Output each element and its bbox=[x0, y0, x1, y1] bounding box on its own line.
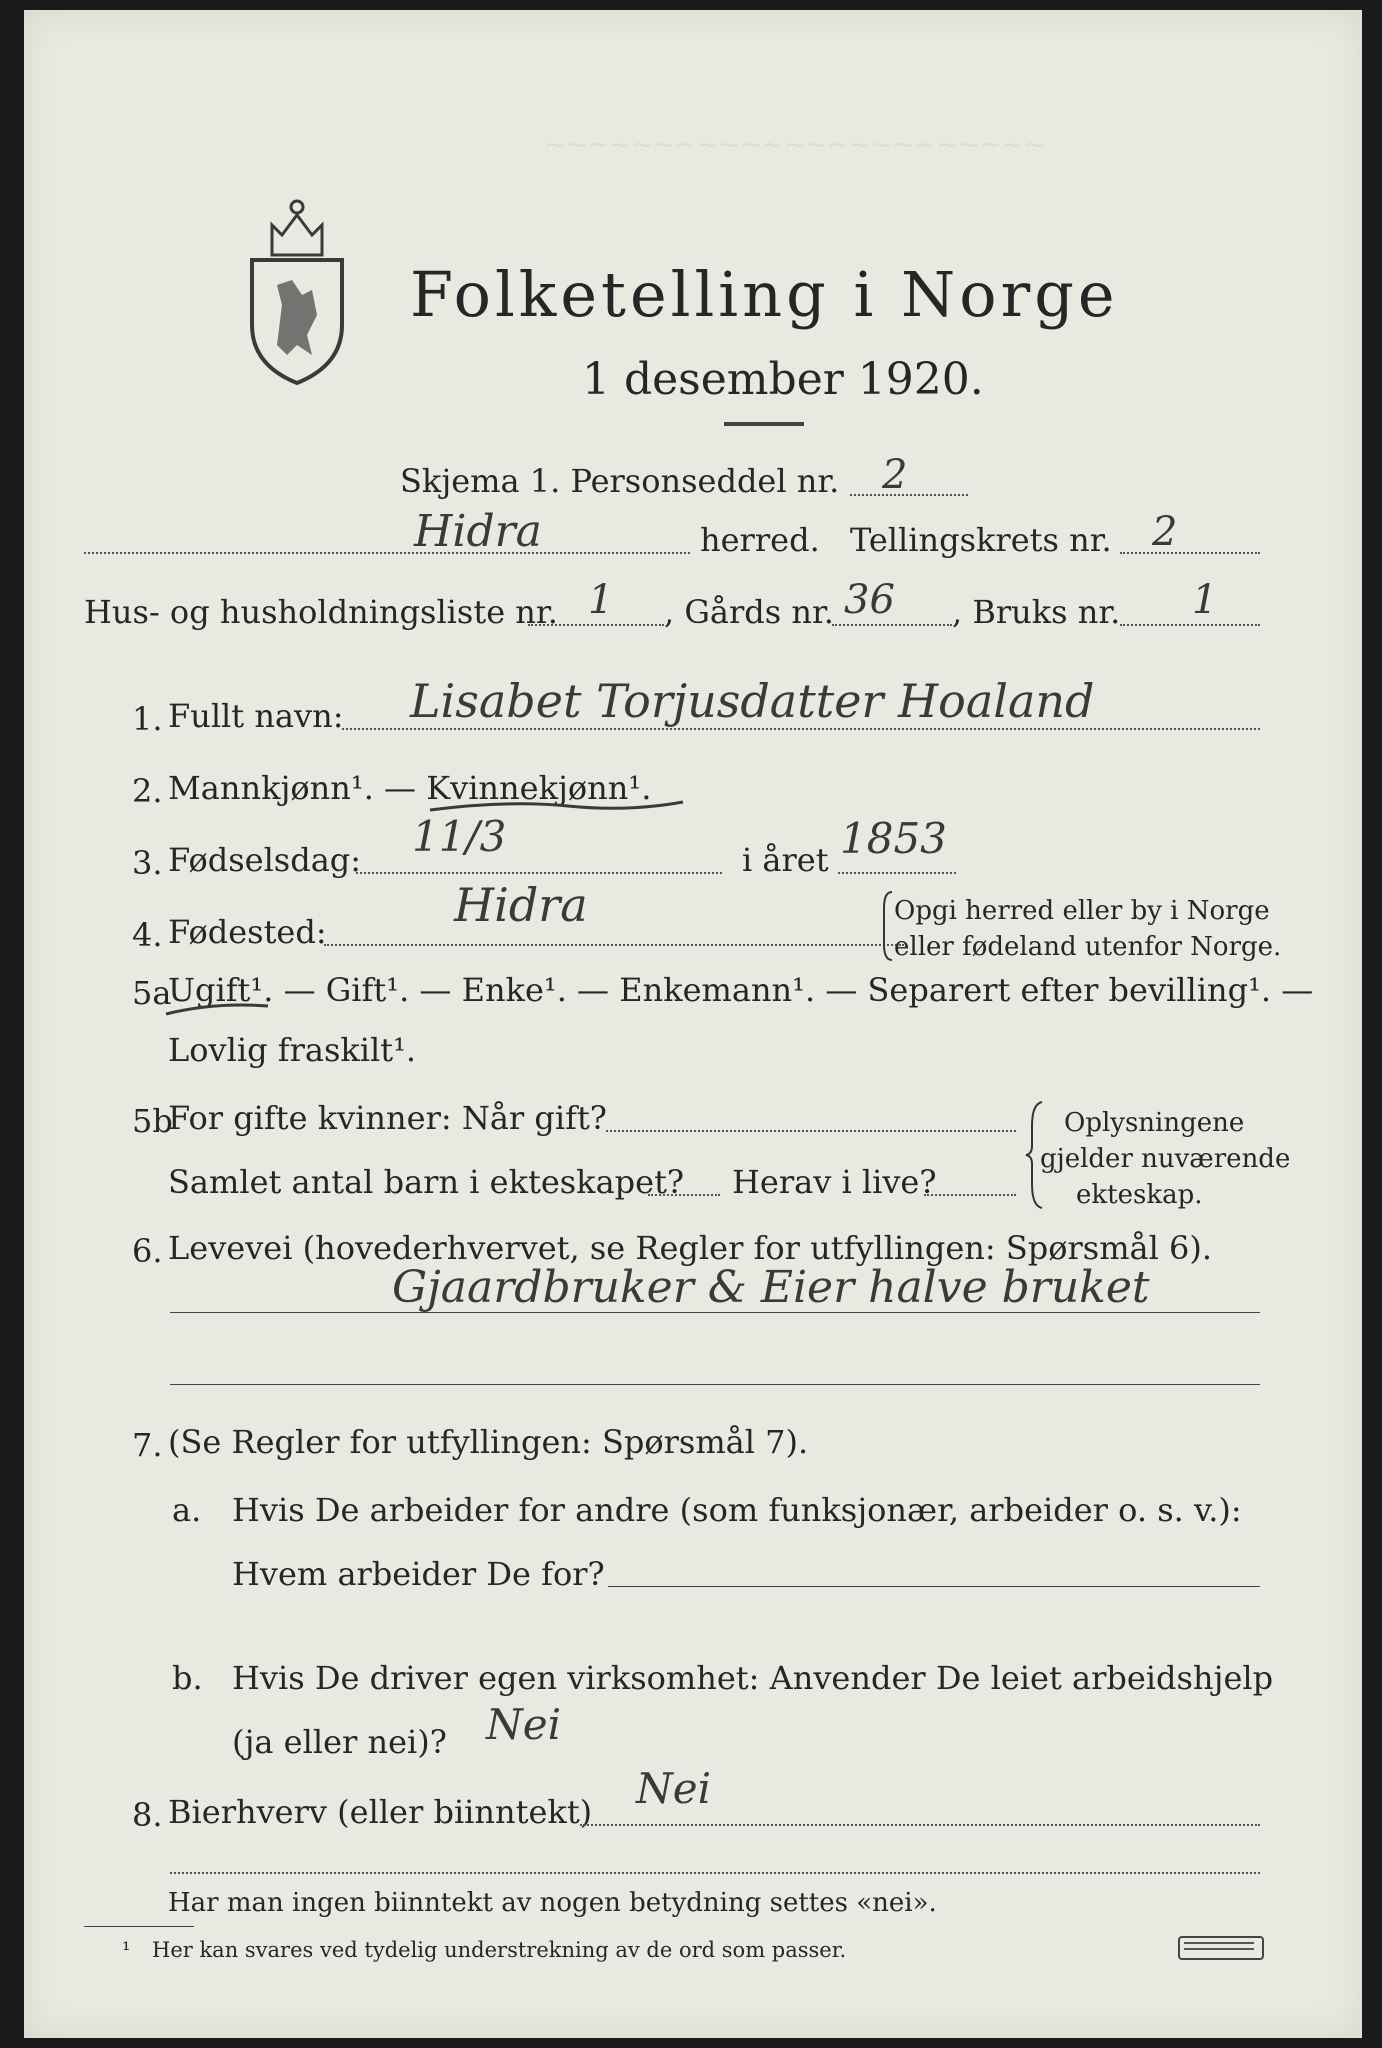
q7b-number: b. bbox=[172, 1659, 203, 1697]
q4-number: 4. bbox=[132, 916, 163, 954]
birthplace-label: Fødested: bbox=[168, 913, 327, 951]
hus-label: Hus- og husholdningsliste nr. bbox=[84, 593, 558, 631]
occupation-label: Levevei (hovederhvervet, se Regler for utfyllingen: Spørsmål 6). bbox=[168, 1229, 1213, 1267]
birth-year-line bbox=[838, 872, 956, 874]
children-label: Samlet antal barn i ekteskapet? bbox=[168, 1163, 685, 1201]
q5a-number: 5a bbox=[132, 974, 172, 1012]
gards-value[interactable]: 36 bbox=[844, 577, 895, 623]
birthday-line bbox=[356, 872, 722, 874]
side-income-value[interactable]: Nei bbox=[636, 1764, 712, 1813]
birthday-label: Fødselsdag: bbox=[168, 841, 362, 879]
married-when-line bbox=[606, 1130, 1016, 1132]
footnote-rule bbox=[84, 1926, 194, 1927]
person-no-value[interactable]: 2 bbox=[882, 452, 908, 498]
q5b-number: 5b bbox=[132, 1102, 173, 1140]
side-income-line-2 bbox=[170, 1872, 1260, 1874]
tellingskrets-label: Tellingskrets nr. bbox=[850, 521, 1112, 559]
q7a-number: a. bbox=[172, 1491, 202, 1529]
employer-line bbox=[608, 1586, 1260, 1587]
q7b-label: Hvis De driver egen virksomhet: Anvender De leiet arbeidshjelp bbox=[232, 1659, 1274, 1697]
schema-label: Skjema 1. Personseddel nr. bbox=[400, 462, 840, 500]
q7-label: (Se Regler for utfyllingen: Spørsmål 7). bbox=[168, 1423, 809, 1461]
alive-line bbox=[924, 1194, 1016, 1196]
children-line bbox=[648, 1194, 720, 1196]
full-name-value[interactable]: Lisabet Torjusdatter Hoaland bbox=[410, 674, 1095, 728]
employer-label: Hvem arbeider De for? bbox=[232, 1555, 605, 1593]
bruks-label: , Bruks nr. bbox=[952, 593, 1121, 631]
census-date: 1 desember 1920. bbox=[582, 354, 984, 405]
bruks-value[interactable]: 1 bbox=[1192, 577, 1218, 623]
occupation-value[interactable]: Gjaardbruker & Eier halve bruket bbox=[392, 1262, 1150, 1313]
gender-label: Mannkjønn¹. — Kvinnekjønn¹. bbox=[168, 769, 652, 807]
person-no-line bbox=[850, 494, 968, 496]
herred-value[interactable]: Hidra bbox=[414, 506, 542, 557]
tellingskrets-line bbox=[1120, 552, 1260, 554]
birth-year-label: i året bbox=[742, 841, 829, 879]
footnote: Her kan svares ved tydelig understrekning av de ord som passer. bbox=[152, 1938, 847, 1962]
side-income-line bbox=[580, 1824, 1260, 1826]
marital-status-label: Ugift¹. — Gift¹. — Enke¹. — Enkemann¹. — Separert efter bevilling¹. — bbox=[168, 971, 1314, 1009]
coat-of-arms-icon bbox=[242, 185, 352, 385]
form-paper bbox=[24, 10, 1362, 2038]
q3-number: 3. bbox=[132, 844, 163, 882]
herred-line bbox=[84, 552, 690, 554]
alive-label: Herav i live? bbox=[732, 1163, 937, 1201]
hus-line bbox=[528, 624, 664, 626]
bruks-line bbox=[1120, 624, 1260, 626]
occupation-line-2 bbox=[170, 1384, 1260, 1385]
hus-value[interactable]: 1 bbox=[588, 577, 614, 623]
q1-number: 1. bbox=[132, 700, 163, 738]
tellingskrets-value[interactable]: 2 bbox=[1152, 509, 1178, 555]
hired-help-label: (ja eller nei)? bbox=[232, 1723, 447, 1761]
bleed-through: ~~~~~~~~~~~~~~~~~~~~~~~ bbox=[544, 130, 1046, 160]
q6-number: 6. bbox=[132, 1232, 163, 1270]
gards-label: , Gårds nr. bbox=[664, 593, 834, 631]
marital-status-label-2: Lovlig fraskilt¹. bbox=[168, 1031, 417, 1069]
married-note-2: gjelder nuværende bbox=[1040, 1144, 1291, 1174]
hired-help-value[interactable]: Nei bbox=[486, 1700, 562, 1749]
printer-stamp bbox=[1178, 1936, 1264, 1960]
birthplace-value[interactable]: Hidra bbox=[454, 878, 588, 932]
married-note-1: Oplysningene bbox=[1064, 1108, 1245, 1138]
form-title: Folketelling i Norge bbox=[410, 258, 1119, 331]
title-rule bbox=[724, 422, 804, 426]
q8-number: 8. bbox=[132, 1796, 163, 1834]
q2-number: 2. bbox=[132, 772, 163, 810]
q7-number: 7. bbox=[132, 1426, 163, 1464]
footnote-mark: ¹ bbox=[122, 1938, 131, 1962]
herred-label: herred. bbox=[700, 521, 820, 559]
gards-line bbox=[832, 624, 952, 626]
birth-year-value[interactable]: 1853 bbox=[840, 814, 947, 863]
birthplace-line bbox=[324, 944, 904, 946]
nei-note: Har man ingen biinntekt av nogen betydning settes «nei». bbox=[168, 1888, 937, 1918]
birthplace-note-1: Opgi herred eller by i Norge bbox=[894, 896, 1270, 926]
birthday-value[interactable]: 11/3 bbox=[412, 812, 507, 861]
q7a-label: Hvis De arbeider for andre (som funksjonær, arbeider o. s. v.): bbox=[232, 1491, 1242, 1529]
marital-underline bbox=[164, 998, 274, 1018]
married-note-3: ekteskap. bbox=[1076, 1180, 1203, 1210]
side-income-label: Bierhverv (eller biinntekt) bbox=[168, 1793, 593, 1831]
q1-line bbox=[342, 728, 1260, 730]
married-when-label: For gifte kvinner: Når gift? bbox=[168, 1099, 607, 1137]
q1-label: Fullt navn: bbox=[168, 697, 344, 735]
birthplace-note-2: eller fødeland utenfor Norge. bbox=[894, 932, 1282, 962]
